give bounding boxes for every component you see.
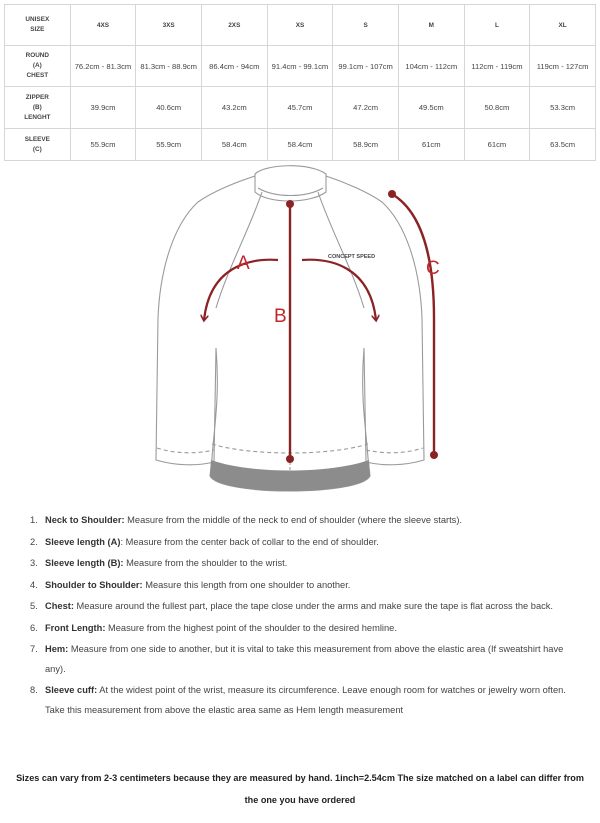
table-cell: 81.3cm - 88.9cm xyxy=(136,46,202,87)
table-cell: 49.5cm xyxy=(398,87,464,129)
instruction-item: 8. Sleeve cuff: At the widest point of the wrist, measure its circumference. Leave enough room for watches or jewelry worn often. Take this measurement from above the elastic area same as Hem length measurement xyxy=(30,685,566,715)
measure-label-b: B xyxy=(274,306,287,327)
zipper-row-label: ZIPPER (B) LENGHT xyxy=(5,87,71,129)
instruction-item: 5. Chest: Measure around the fullest part, place the tape close under the arms and make sure the tape is flat across the back. xyxy=(30,601,554,611)
size-header-cell: M xyxy=(398,5,464,46)
corner-label: UNISEX SIZE xyxy=(5,5,71,46)
size-disclaimer: Sizes can vary from 2-3 centimeters because they are measured by hand. 1inch=2.54cm The size matched on a label can differ from the one you have ordered xyxy=(16,773,584,805)
measure-point-b-bottom xyxy=(286,455,294,463)
size-header-cell: XS xyxy=(267,5,333,46)
instruction-item: 4. Shoulder to Shoulder: Measure this length from one shoulder to another. xyxy=(30,579,351,590)
brand-logo: CONCEPT SPEED xyxy=(328,254,376,260)
instruction-item: 2. Sleeve length (A): Measure from the center back of collar to the end of shoulder. xyxy=(30,536,379,547)
measure-line-c xyxy=(392,194,434,454)
collar-inner-line xyxy=(258,188,323,196)
measure-label-c: C xyxy=(426,258,440,279)
table-cell: 112cm - 119cm xyxy=(464,46,530,87)
right-cuff-stitch xyxy=(366,448,423,453)
table-cell: 76.2cm - 81.3cm xyxy=(70,46,136,87)
right-raglan-seam xyxy=(318,192,364,308)
table-cell: 55.9cm xyxy=(70,129,136,161)
table-cell: 61cm xyxy=(398,129,464,161)
instruction-item: 6. Front Length: Measure from the highest point of the shoulder to the desired hemline. xyxy=(30,622,397,633)
measure-point-c-top xyxy=(388,190,396,198)
size-header-cell: 4XS xyxy=(70,5,136,46)
chest-row xyxy=(5,46,596,87)
measure-point-c-bottom xyxy=(430,451,438,459)
measure-point-b-top xyxy=(286,200,294,208)
table-cell: 63.5cm xyxy=(530,129,596,161)
table-cell: 58.4cm xyxy=(267,129,333,161)
size-header-cell: L xyxy=(464,5,530,46)
table-cell: 104cm - 112cm xyxy=(398,46,464,87)
measure-label-a: A xyxy=(237,253,250,274)
table-cell: 99.1cm - 107cm xyxy=(333,46,399,87)
table-cell: 86.4cm - 94cm xyxy=(201,46,267,87)
measure-arrow-a-right xyxy=(302,260,376,320)
size-header-row xyxy=(5,5,596,46)
table-cell: 61cm xyxy=(464,129,530,161)
measurement-instructions xyxy=(30,511,578,722)
instruction-item: 7. Hem: Measure from one side to another, but it is vital to take this measurement from above the elastic area (If sweatshirt have any). xyxy=(30,644,564,674)
table-cell: 58.9cm xyxy=(333,129,399,161)
table-cell: 55.9cm xyxy=(136,129,202,161)
table-cell: 47.2cm xyxy=(333,87,399,129)
chest-row-label: ROUND (A) CHEST xyxy=(5,46,71,87)
size-header-cell: 3XS xyxy=(136,5,202,46)
table-cell: 43.2cm xyxy=(201,87,267,129)
size-chart-table xyxy=(4,4,596,161)
jersey-diagram xyxy=(140,158,460,498)
left-raglan-seam xyxy=(216,192,262,308)
instruction-item: 1. Neck to Shoulder: Measure from the middle of the neck to end of shoulder (where the sleeve starts). xyxy=(30,515,463,525)
table-cell: 40.6cm xyxy=(136,87,202,129)
size-header-cell: XL xyxy=(530,5,596,46)
table-cell: 50.8cm xyxy=(464,87,530,129)
sleeve-row-label: SLEEVE (C) xyxy=(5,129,71,161)
table-cell: 53.3cm xyxy=(530,87,596,129)
instruction-item: 3. Sleeve length (B): Measure from the shoulder to the wrist. xyxy=(30,558,288,568)
size-header-cell: 2XS xyxy=(201,5,267,46)
table-cell: 58.4cm xyxy=(201,129,267,161)
table-cell: 45.7cm xyxy=(267,87,333,129)
sleeve-row xyxy=(5,129,596,161)
table-cell: 39.9cm xyxy=(70,87,136,129)
zipper-row xyxy=(5,87,596,129)
table-cell: 91.4cm - 99.1cm xyxy=(267,46,333,87)
table-cell: 119cm - 127cm xyxy=(530,46,596,87)
left-cuff-stitch xyxy=(157,448,214,453)
size-header-cell: S xyxy=(333,5,399,46)
